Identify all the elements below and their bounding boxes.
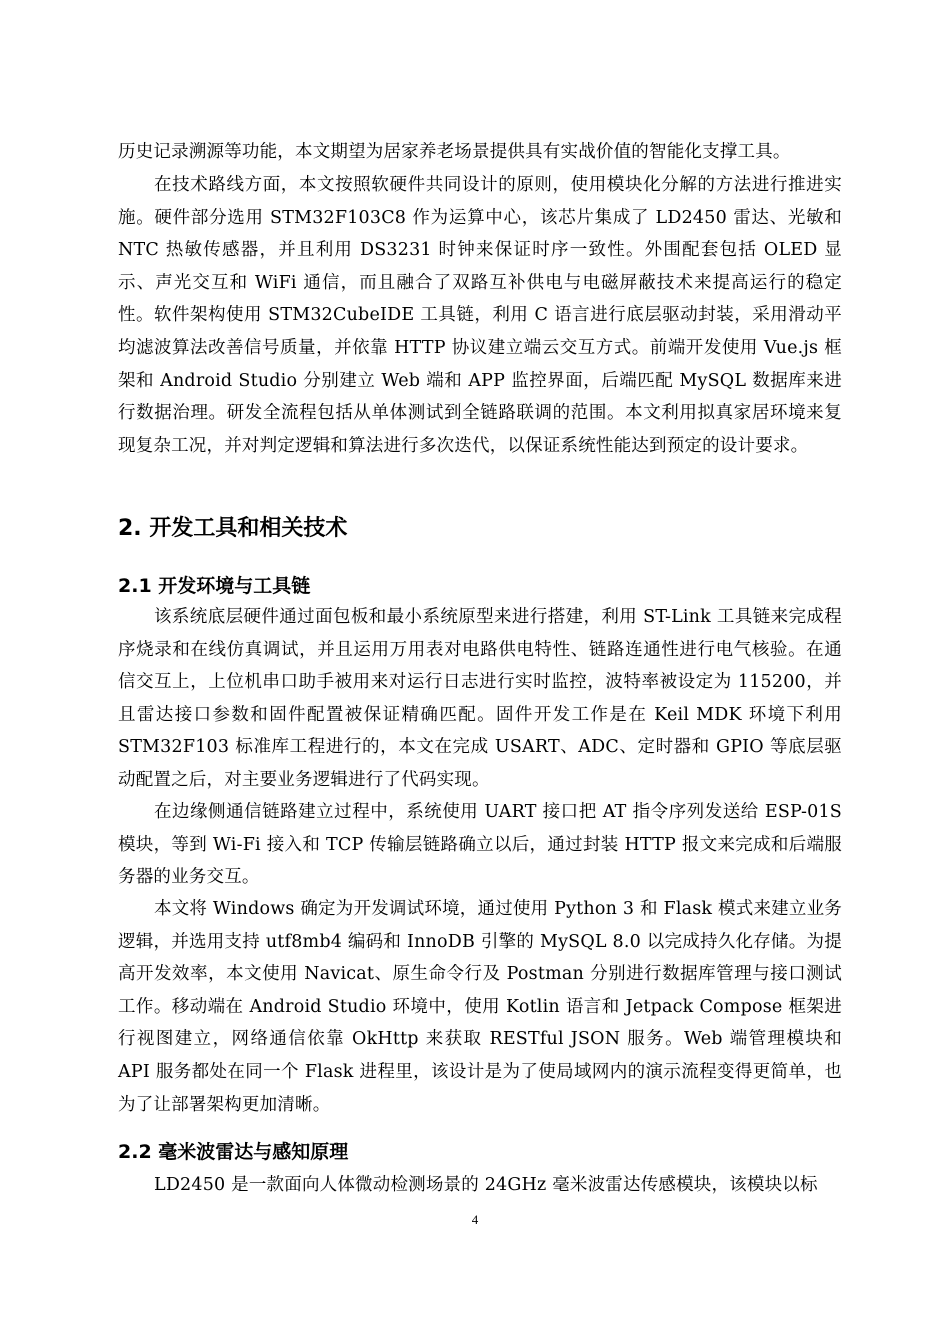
paragraph-technical-route: 在技术路线方面，本文按照软硬件共同设计的原则，使用模块化分解的方法进行推进实施。硬件部分选用 STM32F103C8 作为运算中心，该芯片集成了 LD2450 雷达、光敏和 NTC 热敏传感器，并且利用 DS3231 时钟来保证时序一致性。外围配套包括 OLED 显示、声光交互和 WiFi 通信，而且融合了双路互补供电与电磁屏蔽技术来提高运行的稳定性。软件架构使用 STM32CubeIDE 工具链，利用 C 语言进行底层驱动封装，采用滑动平均滤波算法改善信号质量，并依靠 HTTP 协议建立端云交互方式。前端开发使用 Vue.js 框架和 Android Studio 分别建立 Web 端和 APP 监控界面，后端匹配 MySQL 数据库来进行数据治理。研发全流程包括从单体测试到全链路联调的范围。本文利用拟真家居环境来复现复杂工况，并对判定逻辑和算法进行多次迭代，以保证系统性能达到预定的设计要求。 <box>118 175 842 456</box>
paragraph-dev-env: 本文将 Windows 确定为开发调试环境，通过使用 Python 3 和 Flask 模式来建立业务逻辑，并选用支持 utf8mb4 编码和 InnoDB 引擎的 MySQL 8.0 以完成持久化存储。为提高开发效率，本文使用 Navicat、原生命令行及 Postman 分别进行数据库管理与接口测试工作。移动端在 Android Studio 环境中，使用 Kotlin 语言和 Jetpack Compose 框架进行视图建立，网络通信依靠 OkHttp 来获取 RESTful JSON 服务。Web 端管理模块和 API 服务都处在同一个 Flask 进程里，该设计是为了使局域网内的演示流程变得更简单，也为了让部署架构更加清晰。 <box>118 899 842 1115</box>
subsection-heading-2-1: 2.1 开发环境与工具链 <box>118 575 311 597</box>
paragraph-ld2450: LD2450 是一款面向人体微动检测场景的 24GHz 毫米波雷达传感模块，该模块以标 <box>154 1175 818 1195</box>
paragraph-continued: 历史记录溯源等功能，本文期望为居家养老场景提供具有实战价值的智能化支撑工具。 <box>118 142 791 162</box>
paragraph-edge-comm: 在边缘侧通信链路建立过程中，系统使用 UART 接口把 AT 指令序列发送给 ESP-01S 模块，等到 Wi-Fi 接入和 TCP 传输层链路确立以后，通过封装 HTTP 报文来完成和后端服务器的业务交互。 <box>118 802 842 888</box>
section-heading-2: 2. 开发工具和相关技术 <box>118 516 348 541</box>
paragraph-hardware-env: 该系统底层硬件通过面包板和最小系统原型来进行搭建，利用 ST-Link 工具链来完成程序烧录和在线仿真调试，并且运用万用表对电路供电特性、链路连通性进行电气核验。在通信交互上，上位机串口助手被用来对运行日志进行实时监控，波特率被设定为 115200，并且雷达接口参数和固件配置被保证精确匹配。固件开发工作是在 Keil MDK 环境下利用 STM32F103 标准库工程进行的，本文在完成 USART、ADC、定时器和 GPIO 等底层驱动配置之后，对主要业务逻辑进行了代码实现。 <box>118 607 842 790</box>
subsection-heading-2-2: 2.2 毫米波雷达与感知原理 <box>118 1141 349 1163</box>
page-number: 4 <box>471 1212 479 1227</box>
